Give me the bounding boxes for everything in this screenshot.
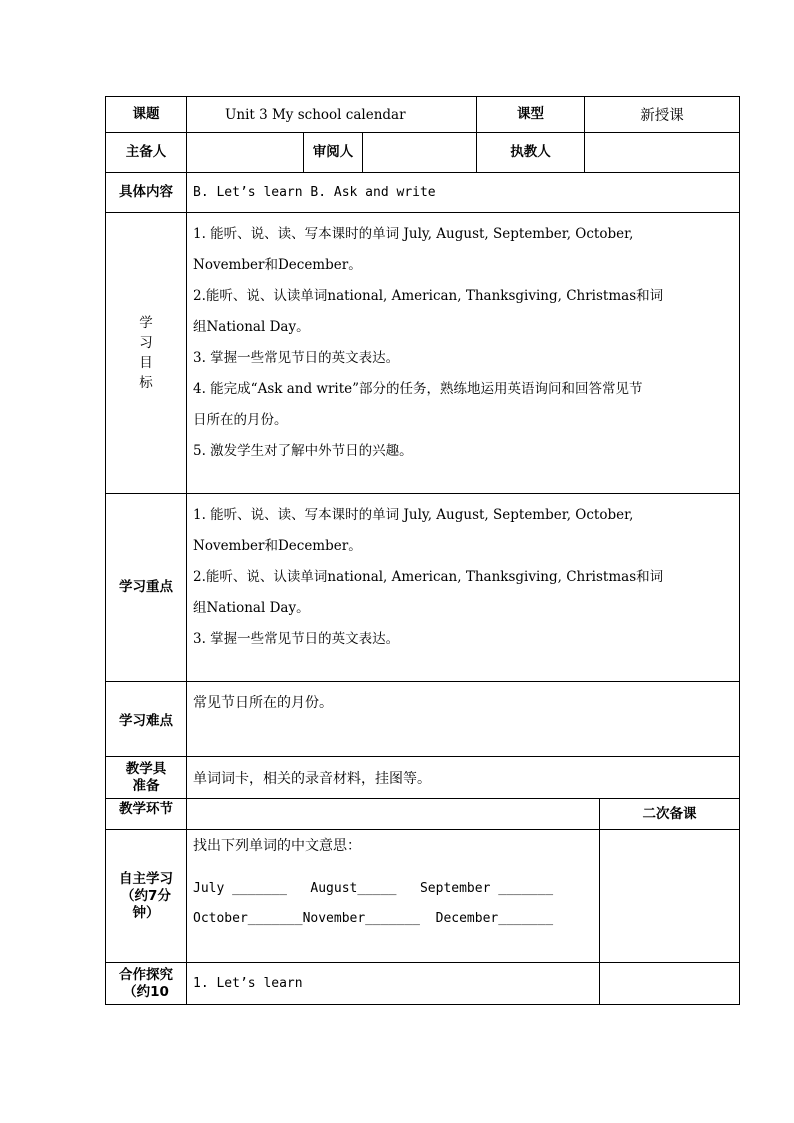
goals-label-char: 学 bbox=[139, 315, 153, 331]
goals-line: 日所在的月份。 bbox=[193, 412, 288, 428]
reviewer-label: 审阅人 bbox=[304, 133, 363, 173]
teacher-value bbox=[585, 133, 740, 173]
difficulty-label: 学习难点 bbox=[106, 682, 187, 757]
goals-line: 4. 能完成“Ask and write”部分的任务，熟练地运用英语询问和回答常见节 bbox=[193, 381, 643, 397]
key-points-line: 1. 能听、说、读、写本课时的单词 July, August, September, October, bbox=[193, 507, 634, 523]
goals-line: 2.能听、说、认读单词national, American, Thanksgiving, Christmas和词 bbox=[193, 288, 664, 304]
self-study-label-line: 自主学习 bbox=[119, 870, 173, 887]
row-difficulty bbox=[106, 682, 740, 757]
row-content bbox=[106, 173, 740, 213]
self-study-label-line: 钟） bbox=[132, 904, 160, 921]
lesson-plan-table bbox=[105, 96, 740, 1005]
goals-line: 5. 激发学生对了解中外节日的兴趣。 bbox=[193, 443, 413, 459]
cooperation-label-line: 合作探究 bbox=[119, 966, 173, 983]
reviewer-value bbox=[363, 133, 477, 173]
row-key-points bbox=[106, 494, 740, 682]
row-materials bbox=[106, 757, 740, 799]
vocab-blanks-line: October_______November_______ December_______ bbox=[193, 911, 554, 926]
row-goals bbox=[106, 213, 740, 494]
row-staff bbox=[106, 133, 740, 173]
goals-line: 3. 掌握一些常见节日的英文表达。 bbox=[193, 350, 400, 366]
goals-label-char: 标 bbox=[139, 375, 153, 391]
self-study-label bbox=[106, 830, 187, 963]
type-label: 课型 bbox=[477, 97, 585, 133]
cooperation-label bbox=[106, 963, 187, 1005]
content-value: B. Let’s learn B. Ask and write bbox=[187, 173, 740, 213]
goals-line: 1. 能听、说、读、写本课时的单词 July, August, September, October, bbox=[193, 226, 634, 242]
stages-value bbox=[187, 799, 600, 830]
topic-label: 课题 bbox=[106, 97, 187, 133]
self-study-instruction: 找出下列单词的中文意思： bbox=[193, 838, 361, 854]
self-study-second-prep bbox=[600, 830, 740, 963]
cooperation-second-prep bbox=[600, 963, 740, 1005]
materials-label bbox=[106, 757, 187, 799]
preparer-label: 主备人 bbox=[106, 133, 187, 173]
teacher-label: 执教人 bbox=[477, 133, 585, 173]
row-topic bbox=[106, 97, 740, 133]
goals-label-char: 目 bbox=[139, 355, 153, 371]
stages-label: 教学环节 bbox=[106, 799, 187, 830]
row-cooperation bbox=[106, 963, 740, 1005]
type-value: 新授课 bbox=[585, 97, 740, 133]
materials-label-line: 准备 bbox=[132, 777, 160, 794]
content-label: 具体内容 bbox=[106, 173, 187, 213]
key-points-line: 3. 掌握一些常见节日的英文表达。 bbox=[193, 631, 400, 647]
topic-value: Unit 3 My school calendar bbox=[187, 97, 477, 133]
row-stages bbox=[106, 799, 740, 830]
cooperation-item: 1. Let’s learn bbox=[187, 963, 600, 1005]
goals-list bbox=[187, 213, 740, 494]
goals-line: November和December。 bbox=[193, 257, 362, 273]
difficulty-value: 常见节日所在的月份。 bbox=[187, 682, 740, 757]
goals-line: 组National Day。 bbox=[193, 319, 310, 335]
goals-label-char: 习 bbox=[139, 335, 153, 351]
key-points-line: November和December。 bbox=[193, 538, 362, 554]
vocab-blanks-line: July _______ August_____ September _______ bbox=[193, 881, 554, 896]
preparer-value bbox=[187, 133, 304, 173]
key-points-list bbox=[187, 494, 740, 682]
self-study-content bbox=[187, 830, 600, 963]
goals-label bbox=[106, 213, 187, 494]
cooperation-label-line: （约10 bbox=[123, 983, 169, 1000]
second-prep-label: 二次备课 bbox=[600, 799, 740, 830]
key-points-line: 组National Day。 bbox=[193, 600, 310, 616]
key-points-line: 2.能听、说、认读单词national, American, Thanksgiving, Christmas和词 bbox=[193, 569, 664, 585]
materials-value: 单词词卡，相关的录音材料，挂图等。 bbox=[187, 757, 740, 799]
key-points-label: 学习重点 bbox=[106, 494, 187, 682]
row-self-study bbox=[106, 830, 740, 963]
materials-label-line: 教学具 bbox=[125, 760, 167, 777]
self-study-label-line: （约7分 bbox=[121, 887, 171, 904]
